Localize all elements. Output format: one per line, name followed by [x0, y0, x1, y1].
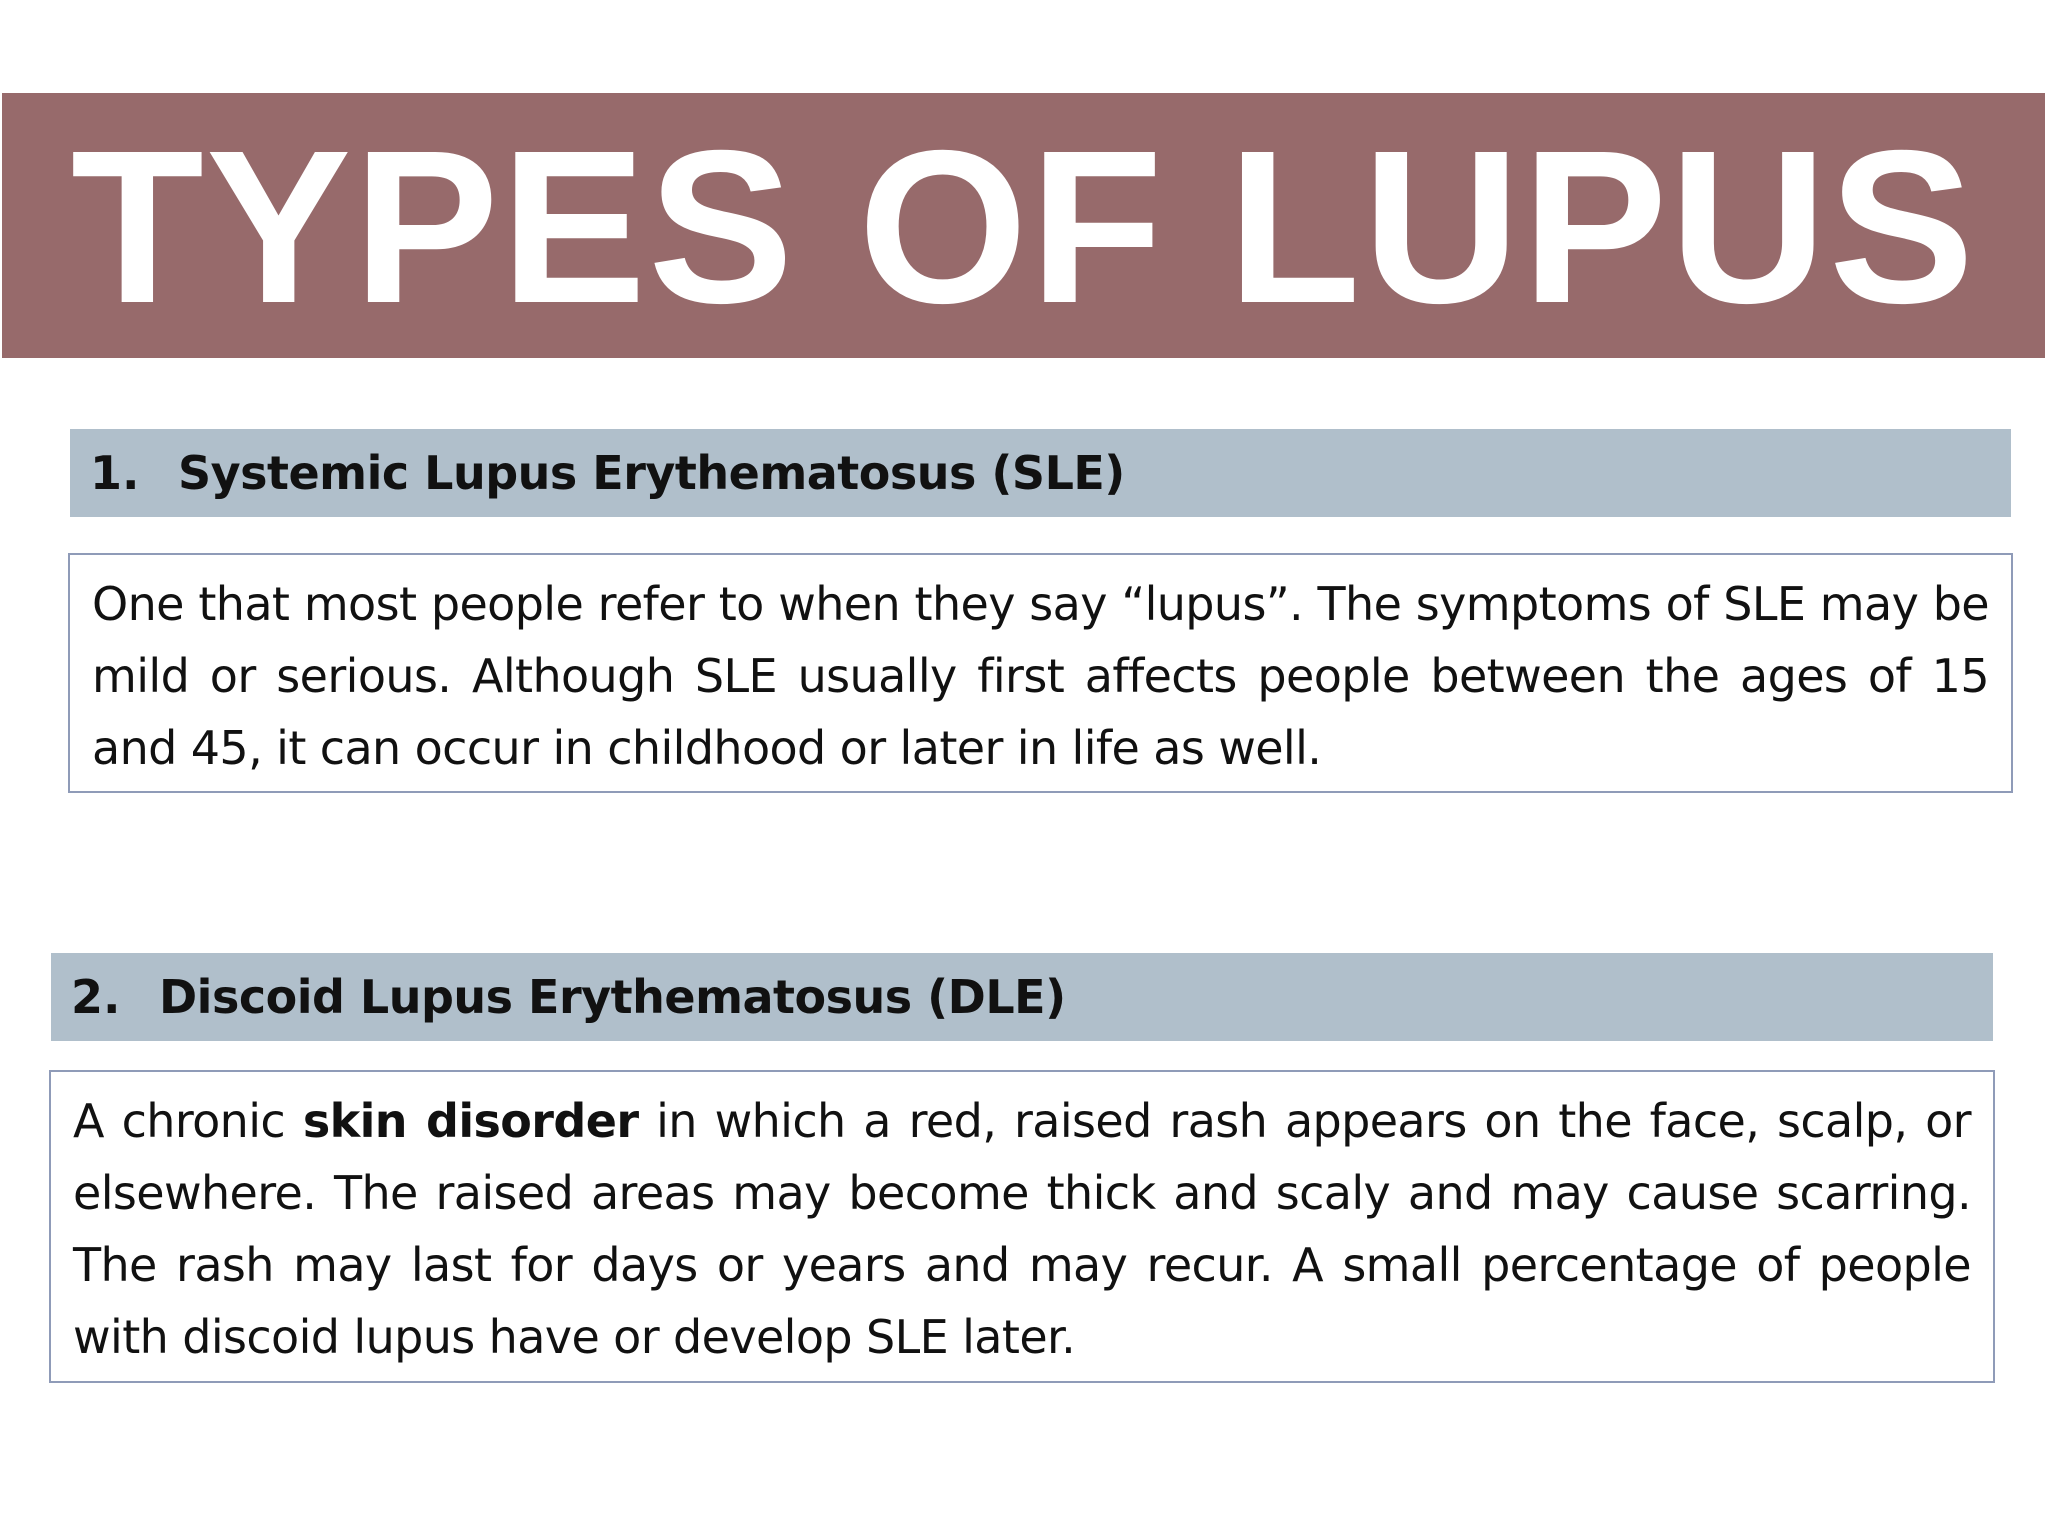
section-number: 2. — [71, 970, 121, 1024]
section-number: 1. — [90, 446, 140, 500]
description-text-emphasis: skin disorder — [302, 1094, 639, 1148]
page-title: TYPES OF LUPUS — [70, 105, 1977, 349]
section-heading: Discoid Lupus Erythematosus (DLE) — [159, 970, 1066, 1024]
title-banner — [2, 93, 2045, 358]
description-text-start: A chronic — [73, 1094, 303, 1148]
section-description-sle — [68, 553, 2013, 793]
section-header-sle — [70, 429, 2011, 517]
section-heading: Systemic Lupus Erythematosus (SLE) — [178, 446, 1125, 500]
section-header-dle — [51, 953, 1993, 1041]
description-text-end: in which a red, raised rash appears on the face, scalp, or elsewhere. The raised areas may become thick and scaly and may cause scarring. The rash may last for days or years and may recur. A small percentage of people with discoid lupus have or develop SLE later. — [73, 1094, 1971, 1364]
description-text — [73, 1085, 1971, 1373]
description-text: One that most people refer to when they say “lupus”. The symptoms of SLE may be mild or serious. Although SLE usually first affects people between the ages of 15 and 45, it can occur in childhood or later in life as well. — [92, 577, 1989, 775]
section-description-dle — [49, 1070, 1995, 1383]
